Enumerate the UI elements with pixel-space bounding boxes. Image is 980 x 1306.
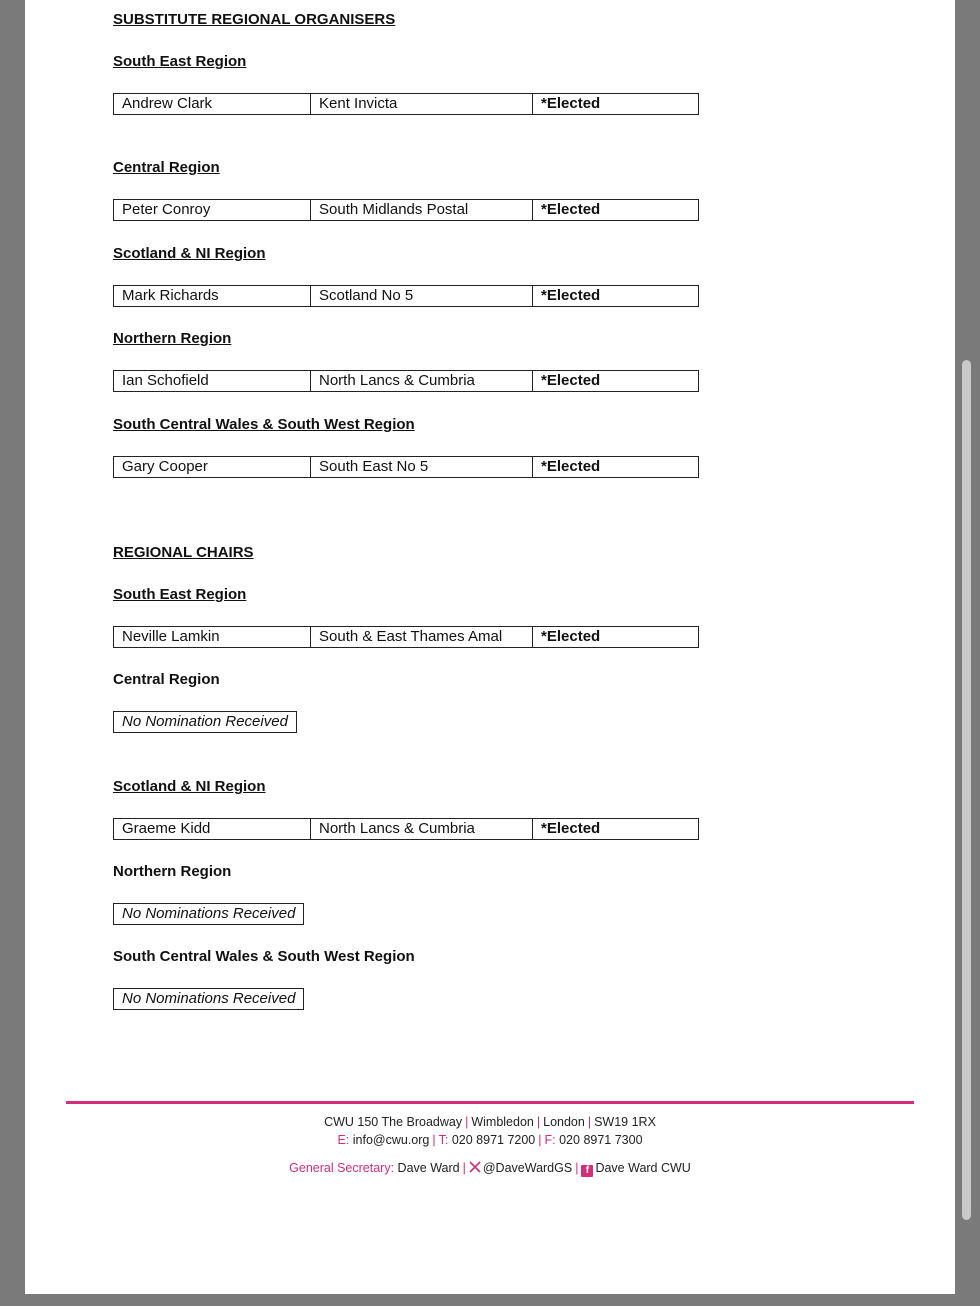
branch-name: South & East Thames Amal: [311, 627, 533, 648]
branch-name: North Lancs & Cumbria: [311, 371, 533, 392]
member-name: Gary Cooper: [114, 457, 311, 478]
scrollbar-thumb[interactable]: [962, 360, 971, 1220]
section-title-substitute: SUBSTITUTE REGIONAL ORGANISERS: [113, 11, 396, 28]
result-table: [113, 818, 699, 840]
status-cell: *Elected: [533, 627, 699, 648]
no-nomination-box: No Nominations Received: [113, 903, 304, 925]
member-name: Graeme Kidd: [114, 819, 311, 840]
email-label: E:: [337, 1133, 350, 1147]
member-name: Andrew Clark: [114, 94, 311, 115]
region-heading: Central Region: [113, 159, 220, 176]
region-heading: South Central Wales & South West Region: [113, 948, 415, 965]
address-area: Wimbledon: [471, 1115, 534, 1129]
gs-label: General Secretary:: [289, 1161, 395, 1175]
table-row: [114, 371, 699, 392]
member-name: Ian Schofield: [114, 371, 311, 392]
branch-name: South Midlands Postal: [311, 200, 533, 221]
result-table: [113, 285, 699, 307]
branch-name: Scotland No 5: [311, 286, 533, 307]
x-icon: [469, 1161, 481, 1173]
branch-name: South East No 5: [311, 457, 533, 478]
region-heading: Northern Region: [113, 330, 232, 347]
member-name: Neville Lamkin: [114, 627, 311, 648]
table-row: [114, 200, 699, 221]
document-page: [25, 0, 955, 1294]
status-cell: *Elected: [533, 457, 699, 478]
status-cell: *Elected: [533, 200, 699, 221]
phone-number: 020 8971 7200: [451, 1133, 536, 1147]
table-row: [114, 94, 699, 115]
region-heading: South Central Wales & South West Region: [113, 416, 415, 433]
region-heading: Scotland & NI Region: [113, 245, 266, 262]
address-street: CWU 150 The Broadway: [324, 1115, 463, 1129]
fax-number: 020 8971 7300: [559, 1133, 643, 1147]
phone-label: T:: [438, 1133, 449, 1147]
footer-social: General Secretary: Dave Ward | @DaveWardGS | f Dave Ward CWU: [289, 1161, 691, 1176]
member-name: Mark Richards: [114, 286, 311, 307]
status-cell: *Elected: [533, 371, 699, 392]
table-row: [114, 286, 699, 307]
result-table: [113, 626, 699, 648]
gs-name: Dave Ward: [397, 1161, 460, 1175]
result-table: [113, 93, 699, 115]
facebook-icon: f: [581, 1165, 593, 1177]
fax-label: F:: [544, 1133, 556, 1147]
table-row: [114, 457, 699, 478]
status-cell: *Elected: [533, 819, 699, 840]
result-table: [113, 370, 699, 392]
region-heading: South East Region: [113, 53, 247, 70]
result-table: [113, 199, 699, 221]
table-row: [114, 819, 699, 840]
footer-contact: E: info@cwu.org | T: 020 8971 7200 | F: 020 8971 7300: [337, 1133, 643, 1147]
no-nomination-box: No Nominations Received: [113, 988, 304, 1010]
no-nomination-box: No Nomination Received: [113, 711, 297, 733]
x-handle-link[interactable]: @DaveWardGS: [482, 1161, 573, 1175]
region-heading: Central Region: [113, 671, 220, 688]
result-table: [113, 456, 699, 478]
region-heading: Scotland & NI Region: [113, 778, 266, 795]
email-link[interactable]: info@cwu.org: [352, 1133, 430, 1147]
facebook-link[interactable]: Dave Ward CWU: [595, 1161, 691, 1175]
region-heading: Northern Region: [113, 863, 232, 880]
branch-name: Kent Invicta: [311, 94, 533, 115]
status-cell: *Elected: [533, 94, 699, 115]
table-row: [114, 627, 699, 648]
member-name: Peter Conroy: [114, 200, 311, 221]
section-title-chairs: REGIONAL CHAIRS: [113, 544, 254, 561]
footer-divider: [66, 1101, 914, 1104]
status-cell: *Elected: [533, 286, 699, 307]
branch-name: North Lancs & Cumbria: [311, 819, 533, 840]
address-postcode: SW19 1RX: [594, 1115, 656, 1129]
footer-address: CWU 150 The Broadway | Wimbledon | London | SW19 1RX: [324, 1115, 656, 1129]
address-city: London: [543, 1115, 585, 1129]
region-heading: South East Region: [113, 586, 247, 603]
